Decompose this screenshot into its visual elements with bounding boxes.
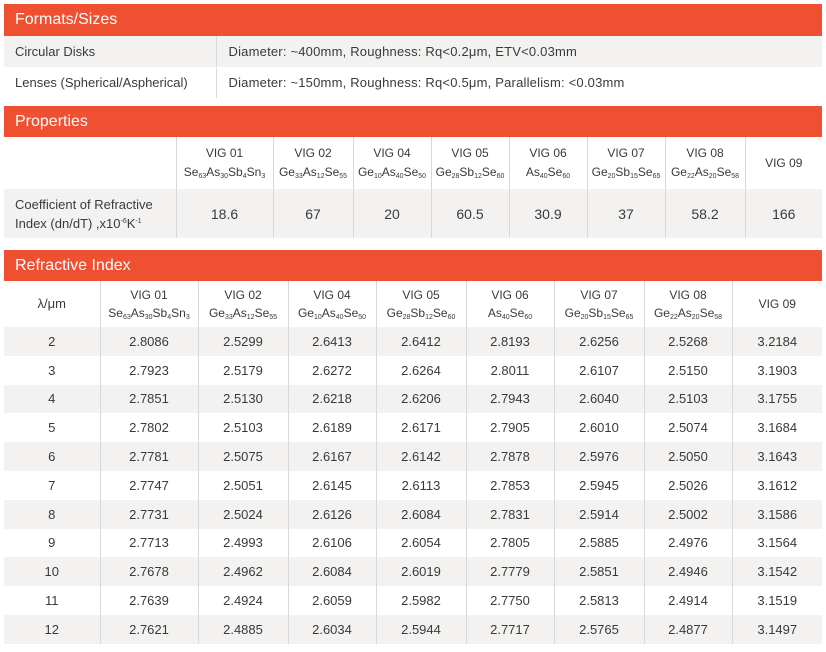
properties-table — [4, 137, 822, 238]
element-symbol: Se — [403, 165, 419, 179]
element-fraction: 55 — [339, 173, 348, 180]
refractive-value-cell: 3.1643 — [732, 442, 822, 471]
format-value: Diameter: ~400mm, Roughness: Rq<0.2μm, ETV<0.03mm — [216, 36, 822, 67]
refractive-value-cell: 2.6189 — [288, 413, 376, 442]
refractive-value-cell: 2.5075 — [198, 442, 288, 471]
glass-composition — [274, 163, 353, 182]
wavelength-cell: 6 — [4, 442, 100, 471]
element-fraction: 40 — [395, 173, 404, 180]
element-symbol: As — [525, 165, 540, 179]
table-row — [4, 529, 822, 558]
refractive-value-cell: 2.7639 — [100, 586, 198, 615]
element-symbol: Se — [432, 306, 448, 320]
refractive-value-cell: 2.7943 — [466, 385, 554, 414]
glass-name: VIG 01 — [205, 146, 244, 160]
refractive-value-cell: 2.5026 — [644, 471, 732, 500]
refractive-value-cell: 2.5179 — [198, 356, 288, 385]
refractive-value-cell: 2.6126 — [288, 500, 376, 529]
element-fraction: 4 — [242, 173, 247, 180]
refractive-value-cell: 2.5050 — [644, 442, 732, 471]
formats-table — [4, 36, 822, 99]
refractive-value-cell: 2.5851 — [554, 557, 644, 586]
refractive-value-cell: 2.7781 — [100, 442, 198, 471]
refractive-value-cell: 2.7923 — [100, 356, 198, 385]
table-row — [4, 327, 822, 356]
wavelength-cell: 9 — [4, 529, 100, 558]
refractive-value-cell: 2.5982 — [376, 586, 466, 615]
element-symbol: As — [130, 306, 145, 320]
table-row — [4, 500, 822, 529]
refractive-value-cell: 2.7831 — [466, 500, 554, 529]
glass-composition — [199, 304, 288, 322]
refractive-value-cell: 2.6040 — [554, 385, 644, 414]
formats-title: Formats/Sizes — [15, 11, 118, 28]
element-fraction: 50 — [358, 314, 367, 321]
element-fraction: 15 — [603, 314, 611, 321]
coefficient-value: 58.2 — [665, 189, 745, 238]
refractive-value-cell: 3.1903 — [732, 356, 822, 385]
properties-glass-header — [273, 137, 353, 189]
element-symbol: Se — [699, 306, 715, 320]
refractive-value-cell: 2.7717 — [466, 615, 554, 644]
refractive-value-cell: 2.6106 — [288, 529, 376, 558]
glass-name: VIG 07 — [580, 288, 618, 302]
refractive-value-cell: 3.1519 — [732, 586, 822, 615]
element-symbol: Se — [183, 165, 199, 179]
refractive-value-cell: 2.6034 — [288, 615, 376, 644]
element-symbol: Ge — [653, 306, 670, 320]
refractive-value-cell: 2.5130 — [198, 385, 288, 414]
coefficient-label-line2: Index (dn/dT) ,x10 — [15, 215, 121, 231]
element-fraction: 65 — [625, 314, 634, 321]
refractive-value-cell: 2.5002 — [644, 500, 732, 529]
element-fraction: 12 — [425, 314, 433, 321]
coefficient-value: 67 — [273, 189, 353, 238]
element-fraction: 60 — [496, 173, 505, 180]
glass-composition — [467, 304, 554, 322]
refractive-value-cell: 3.2184 — [732, 327, 822, 356]
refractive-value-cell: 2.5914 — [554, 500, 644, 529]
element-fraction: 12 — [316, 173, 325, 180]
refractive-value-cell: 2.5299 — [198, 327, 288, 356]
element-fraction: 12 — [474, 173, 482, 180]
refractive-value-cell: 2.6113 — [376, 471, 466, 500]
element-fraction: 22 — [669, 314, 678, 321]
glass-name: VIG 09 — [765, 155, 803, 170]
table-row — [4, 615, 822, 644]
formats-section-header — [4, 4, 822, 36]
wavelength-cell: 7 — [4, 471, 100, 500]
refractive-value-cell: 2.4914 — [644, 586, 732, 615]
element-fraction: 3 — [185, 314, 190, 321]
refractive-value-cell: 2.7802 — [100, 413, 198, 442]
element-fraction: 63 — [198, 173, 207, 180]
glass-composition — [177, 163, 273, 182]
refractive-value-cell: 2.7750 — [466, 586, 554, 615]
refractive-value-cell: 2.7731 — [100, 500, 198, 529]
element-symbol: Se — [610, 306, 626, 320]
properties-glass-header — [587, 137, 665, 189]
refractive-value-cell: 2.5945 — [554, 471, 644, 500]
element-fraction: 10 — [373, 173, 382, 180]
refractive-value-cell: 2.5024 — [198, 500, 288, 529]
glass-composition — [555, 304, 644, 322]
element-symbol: Se — [716, 165, 732, 179]
refractive-value-cell: 2.7713 — [100, 529, 198, 558]
refractive-index-table — [4, 281, 822, 644]
refractive-value-cell: 2.7747 — [100, 471, 198, 500]
element-fraction: 20 — [607, 173, 616, 180]
element-symbol: Sn — [246, 165, 262, 179]
refractive-value-cell: 2.6145 — [288, 471, 376, 500]
properties-glass-header — [431, 137, 509, 189]
element-fraction: 33 — [224, 314, 233, 321]
coefficient-label — [4, 189, 176, 238]
glass-name: VIG 08 — [669, 288, 707, 302]
table-row — [4, 385, 822, 414]
format-label: Circular Disks — [4, 36, 216, 67]
coefficient-value: 60.5 — [431, 189, 509, 238]
refractive-glass-header — [100, 281, 198, 327]
refractive-value-cell: 2.7621 — [100, 615, 198, 644]
element-fraction: 55 — [269, 314, 278, 321]
refractive-value-cell: 2.6059 — [288, 586, 376, 615]
refractive-value-cell: 2.6084 — [376, 500, 466, 529]
refractive-value-cell: 2.6413 — [288, 327, 376, 356]
refractive-value-cell: 3.1564 — [732, 529, 822, 558]
glass-name: VIG 04 — [373, 146, 411, 160]
coefficient-value: 37 — [587, 189, 665, 238]
glass-composition — [101, 304, 198, 322]
refractive-value-cell: 2.8011 — [466, 356, 554, 385]
glass-composition — [432, 163, 509, 182]
element-symbol: Ge — [297, 306, 314, 320]
table-row — [4, 356, 822, 385]
properties-section-header — [4, 106, 822, 137]
element-symbol: As — [694, 165, 709, 179]
properties-coefficient-row — [4, 189, 822, 238]
formats-row-circular-disks — [4, 36, 822, 67]
refractive-value-cell: 2.6019 — [376, 557, 466, 586]
format-label: Lenses (Spherical/Aspherical) — [4, 67, 216, 98]
element-fraction: 30 — [220, 173, 229, 180]
refractive-value-cell: 2.6054 — [376, 529, 466, 558]
glass-composition — [645, 304, 732, 322]
coefficient-value: 166 — [745, 189, 822, 238]
glass-name: VIG 06 — [491, 288, 529, 302]
element-fraction: 58 — [714, 314, 723, 321]
element-fraction: 40 — [539, 173, 548, 180]
refractive-value-cell: 2.5103 — [644, 385, 732, 414]
element-symbol: Se — [637, 165, 653, 179]
refractive-value-cell: 2.5885 — [554, 529, 644, 558]
refractive-value-cell: 2.4976 — [644, 529, 732, 558]
refractive-value-cell: 2.5268 — [644, 327, 732, 356]
element-fraction: 20 — [691, 314, 700, 321]
element-symbol: Sb — [588, 306, 604, 320]
element-fraction: 40 — [335, 314, 344, 321]
glass-composition — [666, 163, 745, 182]
wavelength-header: λ/μm — [4, 281, 100, 327]
element-fraction: 50 — [418, 173, 427, 180]
properties-title: Properties — [15, 112, 88, 130]
glass-name: VIG 07 — [607, 146, 645, 160]
element-fraction: 28 — [451, 173, 460, 180]
element-fraction: 20 — [580, 314, 589, 321]
element-symbol: As — [487, 306, 502, 320]
refractive-value-cell: 2.7678 — [100, 557, 198, 586]
element-symbol: Sb — [152, 306, 168, 320]
wavelength-cell: 4 — [4, 385, 100, 414]
refractive-value-cell: 2.6167 — [288, 442, 376, 471]
refractive-value-cell: 2.6206 — [376, 385, 466, 414]
refractive-glass-header — [288, 281, 376, 327]
element-fraction: 4 — [167, 314, 172, 321]
element-fraction: 28 — [402, 314, 411, 321]
formats-row-lenses — [4, 67, 822, 98]
refractive-value-cell: 2.5813 — [554, 586, 644, 615]
element-symbol: As — [381, 165, 396, 179]
element-symbol: Sb — [615, 165, 631, 179]
element-fraction: 15 — [630, 173, 638, 180]
refractive-value-cell: 2.6412 — [376, 327, 466, 356]
coefficient-label-line1: Coefficient of Refractive — [15, 196, 153, 212]
refractive-value-cell: 3.1586 — [732, 500, 822, 529]
element-fraction: 63 — [122, 314, 131, 321]
wavelength-cell: 11 — [4, 586, 100, 615]
element-symbol: Se — [547, 165, 563, 179]
refractive-glass-header — [554, 281, 644, 327]
refractive-value-cell: 2.7905 — [466, 413, 554, 442]
element-symbol: Ge — [564, 306, 581, 320]
element-symbol: As — [321, 306, 336, 320]
coefficient-value: 30.9 — [509, 189, 587, 238]
element-symbol: Sb — [410, 306, 426, 320]
refractive-glass-header — [376, 281, 466, 327]
element-symbol: Ge — [435, 165, 452, 179]
element-symbol: Ge — [278, 165, 295, 179]
wavelength-cell: 3 — [4, 356, 100, 385]
element-symbol: Se — [509, 306, 525, 320]
element-fraction: 30 — [144, 314, 153, 321]
refractive-value-cell: 2.4877 — [644, 615, 732, 644]
wavelength-cell: 12 — [4, 615, 100, 644]
element-symbol: As — [302, 165, 317, 179]
refractive-value-cell: 2.4885 — [198, 615, 288, 644]
element-symbol: Ge — [357, 165, 374, 179]
glass-name: VIG 06 — [529, 146, 567, 160]
table-row — [4, 557, 822, 586]
refractive-value-cell: 2.5765 — [554, 615, 644, 644]
refractive-value-cell: 2.6084 — [288, 557, 376, 586]
element-symbol: As — [232, 306, 247, 320]
refractive-value-cell: 2.5103 — [198, 413, 288, 442]
refractive-header-row — [4, 281, 822, 327]
format-value: Diameter: ~150mm, Roughness: Rq<0.5μm, Parallelism: <0.03mm — [216, 67, 822, 98]
glass-name: VIG 02 — [294, 146, 332, 160]
wavelength-cell: 5 — [4, 413, 100, 442]
refractive-value-cell: 2.5150 — [644, 356, 732, 385]
refractive-value-cell: 2.5976 — [554, 442, 644, 471]
glass-composition — [354, 163, 431, 182]
refractive-value-cell: 2.6142 — [376, 442, 466, 471]
wavelength-cell: 8 — [4, 500, 100, 529]
refractive-glass-header — [466, 281, 554, 327]
refractive-title: Refractive Index — [15, 256, 131, 274]
properties-glass-header — [176, 137, 273, 189]
table-row — [4, 586, 822, 615]
refractive-value-cell: 2.5074 — [644, 413, 732, 442]
refractive-value-cell: 2.6272 — [288, 356, 376, 385]
element-symbol: Se — [481, 165, 497, 179]
refractive-value-cell: 2.6171 — [376, 413, 466, 442]
element-fraction: 22 — [686, 173, 695, 180]
refractive-value-cell: 2.7853 — [466, 471, 554, 500]
element-symbol: Ge — [208, 306, 225, 320]
element-symbol: Se — [254, 306, 270, 320]
refractive-value-cell: 2.4946 — [644, 557, 732, 586]
refractive-value-cell: 2.7878 — [466, 442, 554, 471]
table-row — [4, 471, 822, 500]
refractive-value-cell: 2.5944 — [376, 615, 466, 644]
element-symbol: As — [677, 306, 692, 320]
glass-name: VIG 05 — [451, 146, 489, 160]
element-fraction: 58 — [731, 173, 740, 180]
refractive-value-cell: 2.8193 — [466, 327, 554, 356]
element-fraction: 33 — [294, 173, 303, 180]
element-fraction: 65 — [652, 173, 661, 180]
coefficient-exp1: -6 — [120, 217, 127, 225]
glass-name: VIG 02 — [224, 288, 262, 302]
refractive-value-cell: 2.5051 — [198, 471, 288, 500]
refractive-value-cell: 2.4993 — [198, 529, 288, 558]
element-symbol: Sb — [459, 165, 475, 179]
refractive-value-cell: 3.1755 — [732, 385, 822, 414]
glass-composition — [510, 163, 587, 182]
table-row — [4, 442, 822, 471]
refractive-value-cell: 3.1497 — [732, 615, 822, 644]
glass-name: VIG 08 — [686, 146, 724, 160]
refractive-value-cell: 2.6264 — [376, 356, 466, 385]
element-symbol: Se — [324, 165, 340, 179]
refractive-value-cell: 2.8086 — [100, 327, 198, 356]
refractive-glass-header — [732, 281, 822, 327]
refractive-value-cell: 2.6256 — [554, 327, 644, 356]
coefficient-value: 20 — [353, 189, 431, 238]
element-symbol: Sb — [228, 165, 243, 179]
properties-glass-header — [353, 137, 431, 189]
element-symbol: Se — [343, 306, 359, 320]
properties-glass-header — [509, 137, 587, 189]
element-fraction: 60 — [524, 314, 533, 321]
element-symbol: Ge — [386, 306, 403, 320]
coefficient-unit: K — [126, 215, 136, 231]
refractive-value-cell: 3.1612 — [732, 471, 822, 500]
properties-header-row — [4, 137, 822, 189]
glass-name: VIG 04 — [313, 288, 351, 302]
refractive-value-cell: 2.6218 — [288, 385, 376, 414]
refractive-section-header — [4, 250, 822, 281]
refractive-value-cell: 2.6107 — [554, 356, 644, 385]
properties-header-blank — [4, 137, 176, 189]
element-symbol: Sn — [171, 306, 186, 320]
properties-glass-header — [665, 137, 745, 189]
refractive-value-cell: 3.1684 — [732, 413, 822, 442]
wavelength-cell: 10 — [4, 557, 100, 586]
element-symbol: Se — [108, 306, 123, 320]
wavelength-cell: 2 — [4, 327, 100, 356]
glass-name: VIG 05 — [402, 288, 440, 302]
refractive-value-cell: 2.7805 — [466, 529, 554, 558]
refractive-value-cell: 2.7851 — [100, 385, 198, 414]
glass-composition — [289, 304, 376, 322]
element-symbol: Ge — [670, 165, 687, 179]
refractive-glass-header — [198, 281, 288, 327]
coefficient-exp2: -1 — [135, 217, 142, 225]
properties-glass-header — [745, 137, 822, 189]
glass-name: VIG 01 — [130, 288, 168, 302]
glass-composition — [377, 304, 466, 322]
refractive-value-cell: 3.1542 — [732, 557, 822, 586]
element-fraction: 12 — [246, 314, 255, 321]
refractive-value-cell: 2.7779 — [466, 557, 554, 586]
refractive-value-cell: 2.4924 — [198, 586, 288, 615]
element-fraction: 40 — [501, 314, 510, 321]
refractive-value-cell: 2.6010 — [554, 413, 644, 442]
element-fraction: 10 — [313, 314, 322, 321]
element-symbol: As — [206, 165, 221, 179]
element-fraction: 60 — [562, 173, 571, 180]
element-symbol: Ge — [591, 165, 608, 179]
table-row — [4, 413, 822, 442]
element-fraction: 60 — [447, 314, 456, 321]
coefficient-value: 18.6 — [176, 189, 273, 238]
refractive-glass-header — [644, 281, 732, 327]
element-fraction: 20 — [708, 173, 717, 180]
refractive-value-cell: 2.4962 — [198, 557, 288, 586]
glass-composition — [588, 163, 665, 182]
glass-name: VIG 09 — [758, 297, 796, 311]
element-fraction: 3 — [261, 173, 266, 180]
